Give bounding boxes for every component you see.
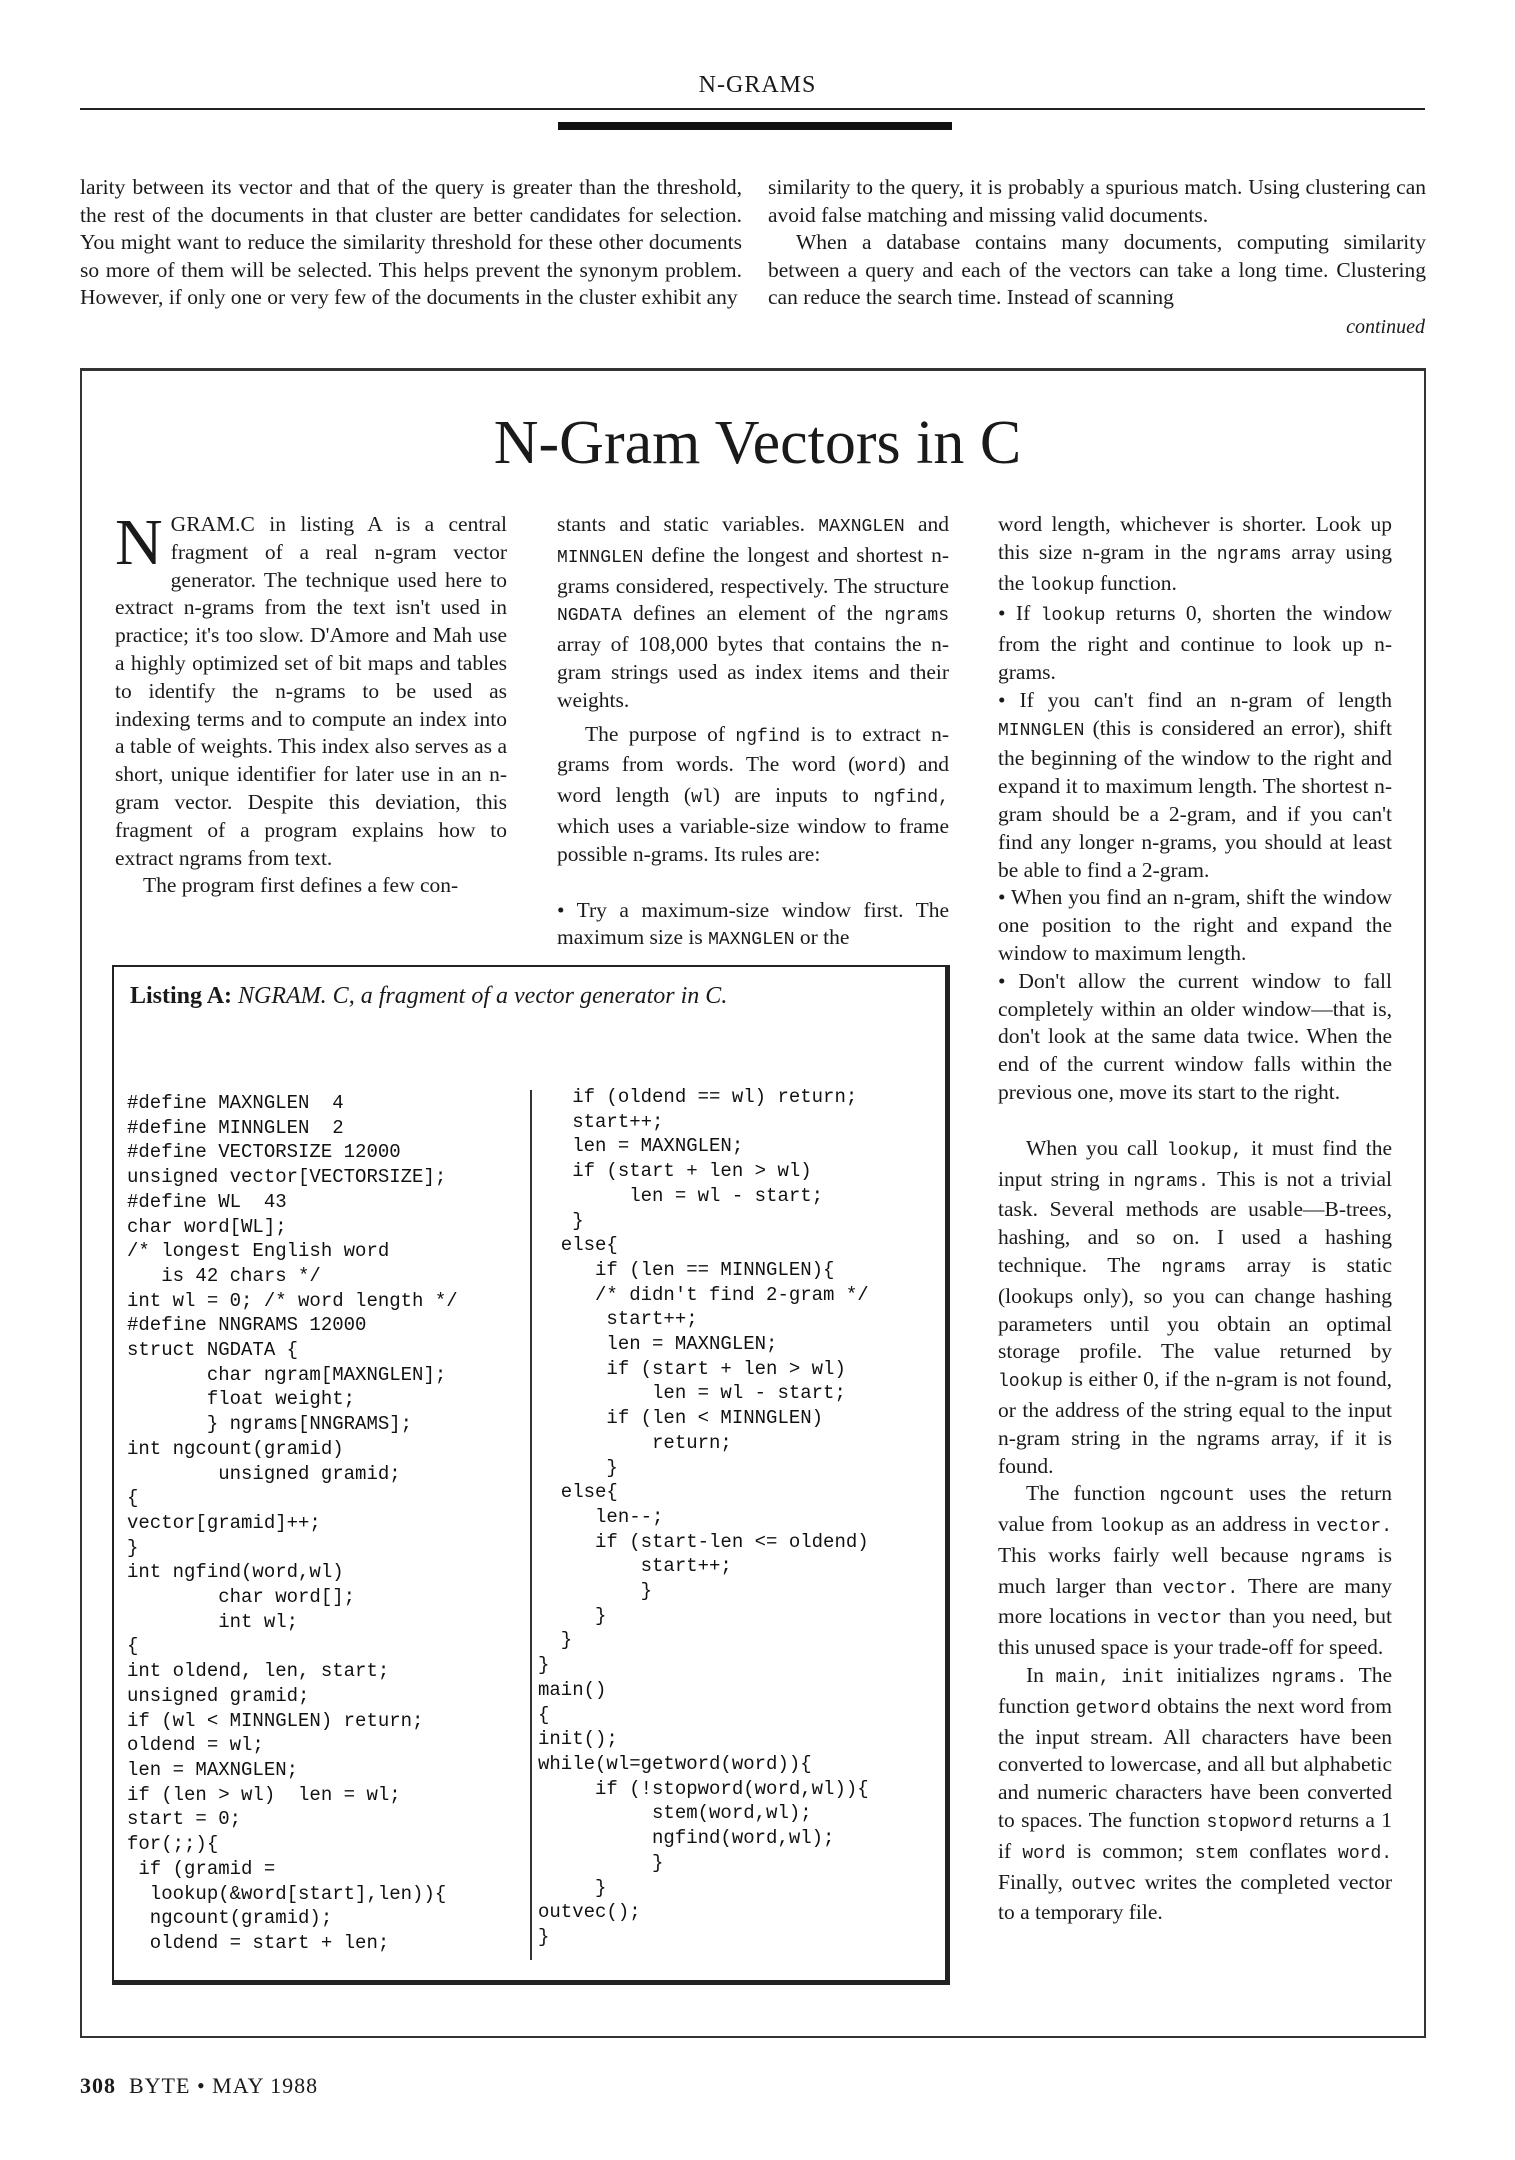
- rule-bullet: • When you find an n-gram, shift the window one position to the right and expand the window to maximum length.: [998, 885, 1392, 965]
- article-left-column: [80, 174, 742, 312]
- continued-label: continued: [1346, 316, 1425, 338]
- drop-cap: N: [115, 506, 163, 579]
- article-paragraph: larity between its vector and that of the query is greater than the threshold, the rest of the documents in that cluster are better candidates for selection. You might want to reduce the similarity threshold for these other documents so more of them will be selected. This helps prevent the synonym problem. However, if only one or very few of the documents in the cluster exhibit any: [80, 175, 742, 309]
- rule-bullet: • Try a maximum-size window first. The maximum size is MAXNGLEN or the: [557, 897, 949, 951]
- sidebar-title: N-Gram Vectors in C: [493, 409, 1022, 477]
- sidebar-paragraph: NGRAM.C in listing A is a central fragment of a real n-gram vector generator. The technique used here to extract n-grams from the text isn't used in practice; it's too slow. D'Amore and Mah use a highly optimized set of bit maps and tables to identify the n-grams to be used as indexing terms and to compute an index into a table of weights. This index also serves as a short, unique identifier for later use in an n-gram vector. Despite this deviation, this fragment of a program explains how to extract ngrams from text.: [115, 506, 507, 870]
- code-listing-right: if (oldend == wl) return; start++; len = MAXNGLEN; if (start + len > wl) len = wl - start; } else{ if (len == MINNGLEN){ /* didn't find 2-gram */ start++; len = MAXNGLEN; if (start + len > wl) len = wl - start; if (len < MINNGLEN) return; } else{ len--; if (start-len <= oldend) start++; } } } } main() { init(); while(wl=getword(word)){ if (!stopword(word,wl)){ stem(word,wl); ngfind(word,wl); } } outvec(); }: [538, 1086, 869, 1948]
- sidebar-column-3: [998, 511, 1392, 1927]
- header-rule: [80, 108, 1425, 110]
- code-listing-left: #define MAXNGLEN 4 #define MINNGLEN 2 #define VECTORSIZE 12000 unsigned vector[VECTORSIZE]; #define WL 43 char word[WL]; /* longest English word is 42 chars */ int wl = 0; /* word length */ #define NNGRAMS 12000 struct NGDATA { char ngram[MAXNGLEN]; float weight; } ngrams[NNGRAMS]; int ngcount(gramid) unsigned gramid; { vector[gramid]++; } int ngfind(word,wl) char word[]; int wl; { int oldend, len, start; unsigned gramid; if (wl < MINNGLEN) return; oldend = wl; len = MAXNGLEN; if (len > wl) len = wl; start = 0; for(;;){ if (gramid = lookup(&word[start],len)){ ngcount(gramid); oldend = start + len;: [127, 1092, 458, 1954]
- sidebar-paragraph: The program first defines a few con-: [143, 873, 459, 898]
- article-paragraph: similarity to the query, it is probably a spurious match. Using clustering can avoid false matching and missing valid documents.: [768, 175, 1426, 227]
- sidebar-paragraph: The function ngcount uses the return value from lookup as an address in vector. This works fairly well because ngrams is much larger than vector. There are many more locations in vector than you need, but this unused space is your trade-off for speed.: [998, 1481, 1393, 1660]
- sidebar-paragraph: In main, init initializes ngrams. The function getword obtains the next word from the input stream. All characters have been converted to lowercase, and all but alphabetic and numeric characters have been converted to spaces. The function stopword returns a 1 if word is common; stem conflates word. Finally, outvec writes the completed vector to a temporary file.: [998, 1663, 1393, 1925]
- rule-bullet: word length, whichever is shorter. Look up this size n-gram in the ngrams array using the lookup function.: [998, 512, 1393, 596]
- rule-bullet: • Don't allow the current window to fall completely within an older window—that is, don't look at the same data twice. When the end of the current window falls within the previous one, move its start to the right.: [998, 968, 1392, 1104]
- running-head: N-GRAMS: [698, 72, 817, 98]
- sidebar-column-2: [557, 511, 949, 955]
- page-number: 308: [80, 2073, 116, 2098]
- page-footer: 308 BYTE • MAY 1988: [80, 2073, 319, 2098]
- listing-divider: [530, 1090, 532, 1960]
- rule-bullet: • If lookup returns 0, shorten the window from the right and continue to look up n-grams.: [998, 601, 1393, 684]
- sidebar-paragraph: The purpose of ngfind is to extract n-grams from words. The word (word) and word length (wl) are inputs to ngfind, which uses a variable-size window to frame possible n-grams. Its rules are:: [557, 721, 950, 866]
- listing-caption: Listing A: NGRAM. C, a fragment of a vector generator in C.: [130, 983, 728, 1009]
- header-bar: [558, 122, 952, 130]
- sidebar-column-1: [115, 506, 507, 900]
- issue-date: MAY 1988: [212, 2073, 319, 2098]
- article-paragraph: When a database contains many documents, computing similarity between a query and each of the vectors can take a long time. Clustering can reduce the search time. Instead of scanning: [768, 230, 1426, 309]
- sidebar-paragraph: stants and static variables. MAXNGLEN and MINNGLEN define the longest and shortest n-grams considered, respectively. The structure NGDATA defines an element of the ngrams array of 108,000 bytes that contains the n-gram strings used as index items and their weights.: [557, 512, 950, 712]
- magazine-name: BYTE: [129, 2073, 191, 2098]
- sidebar-paragraph: When you call lookup, it must find the input string in ngrams. This is not a trivial task. Several methods are usable—B-trees, hashing, and so on. I used a hashing technique. The ngrams array is static (lookups only), so you can change hashing parameters until you obtain an optimal storage profile. The value returned by lookup is either 0, if the n-gram is not found, or the address of the string equal to the input n-gram string in the ngrams array, if it is found.: [998, 1135, 1393, 1478]
- rule-bullet: • If you can't find an n-gram of length MINNGLEN (this is considered an error), shift the beginning of the window to the right and expand it to maximum length. The shortest n-gram should be a 2-gram, and if you can't find any longer n-grams, you should at least be able to find a 2-gram.: [998, 687, 1393, 882]
- article-right-column: [768, 174, 1426, 312]
